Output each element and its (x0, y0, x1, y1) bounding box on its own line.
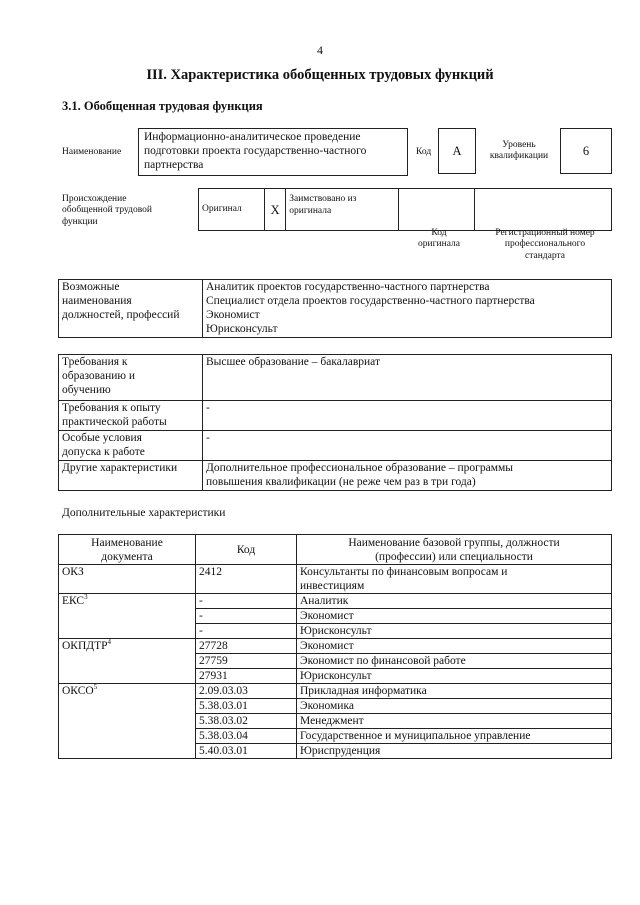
positions-label-line: Возможные (62, 281, 120, 293)
name-cell: Экономист (297, 639, 612, 654)
requirement-value-line: - (206, 432, 210, 444)
requirement-value (203, 401, 612, 431)
borrowed-label-line: оригинала (289, 206, 332, 216)
level-label-line: Уровень (502, 140, 536, 150)
origin-table (198, 188, 612, 231)
header-doc-line: Наименование (91, 536, 163, 549)
code-cell: 5.38.03.01 (196, 699, 297, 714)
requirement-label (59, 355, 203, 401)
header-name-line: (профессии) или специальности (375, 550, 533, 563)
code-cell: 5.38.03.02 (196, 714, 297, 729)
reg-caption-line: профессионального (504, 239, 586, 250)
requirement-label-line: обучению (62, 384, 111, 396)
doc-footnote: 5 (93, 683, 98, 692)
code-value: А (438, 128, 476, 174)
requirement-label (59, 461, 203, 491)
requirement-label-line: Требования к (62, 356, 128, 368)
doc-cell (59, 565, 196, 594)
name-cell: Экономика (297, 699, 612, 714)
positions-values (203, 280, 612, 338)
positions-label-line: должностей, профессий (62, 309, 180, 321)
requirement-label-line: практической работы (62, 416, 167, 428)
doc-name: ЕКС (62, 595, 85, 607)
requirement-value-line: повышения квалификации (не реже чем раз в три года) (206, 476, 476, 488)
name-cell: Юрисконсульт (297, 669, 612, 684)
name-cell: Юрисконсульт (297, 624, 612, 639)
level-label-line: квалификации (489, 151, 549, 162)
name-line: инвестициям (300, 580, 365, 592)
doc-footnote: 4 (107, 638, 112, 647)
doc-cell (59, 684, 196, 759)
origin-label-line: функции (62, 216, 98, 227)
code-cell: - (196, 594, 297, 609)
requirement-label (59, 431, 203, 461)
doc-name: ОКЗ (62, 566, 84, 578)
origin-label (62, 194, 152, 228)
position-item: Экономист (206, 309, 260, 321)
positions-label-line: наименования (62, 295, 132, 307)
additional-caption: Дополнительные характеристики (62, 507, 226, 519)
code-caption-line: Код (431, 228, 447, 238)
code-cell: - (196, 624, 297, 639)
requirement-value (203, 431, 612, 461)
doc-cell (59, 639, 196, 684)
requirement-value-line: Дополнительное профессиональное образование – программы (206, 462, 513, 474)
doc-name: ОКСО (62, 685, 94, 697)
name-cell: Государственное и муниципальное управление (297, 729, 612, 744)
code-cell: 27728 (196, 639, 297, 654)
code-cell: 5.38.03.04 (196, 729, 297, 744)
borrowed-label (286, 189, 399, 231)
requirements-table (58, 354, 612, 491)
header-name-line: Наименование базовой группы, должности (348, 536, 560, 549)
requirement-label-line: образованию и (62, 370, 135, 382)
reg-number-cell (474, 189, 611, 231)
code-cell: - (196, 609, 297, 624)
original-mark: X (264, 189, 285, 231)
additional-table (58, 534, 612, 759)
code-caption (404, 228, 474, 251)
level-value: 6 (560, 128, 612, 174)
name-cell: Юриспруденция (297, 744, 612, 759)
requirement-label-line: Особые условия (62, 432, 142, 444)
origin-label-line: Происхождение (62, 194, 127, 204)
code-cell: 27931 (196, 669, 297, 684)
function-name-line: партнерства (144, 159, 204, 171)
reg-caption-line: стандарта (525, 250, 565, 261)
position-item: Юрисконсульт (206, 323, 278, 335)
original-code-cell (398, 189, 474, 231)
code-cell: 5.40.03.01 (196, 744, 297, 759)
positions-label (59, 280, 203, 338)
reg-caption (478, 228, 612, 262)
doc-name: ОКПДТР (62, 640, 108, 652)
requirement-value (203, 355, 612, 401)
code-cell: 27759 (196, 654, 297, 669)
doc-footnote: 3 (84, 593, 88, 602)
position-item: Специалист отдела проектов государственно-частного партнерства (206, 295, 535, 307)
function-name-box (138, 128, 408, 176)
function-name-label: Наименование (62, 147, 122, 157)
name-cell: Менеджмент (297, 714, 612, 729)
name-cell: Аналитик (297, 594, 612, 609)
requirement-value (203, 461, 612, 491)
code-cell: 2.09.03.03 (196, 684, 297, 699)
page-number: 4 (317, 43, 323, 57)
name-cell: Прикладная информатика (297, 684, 612, 699)
name-cell: Экономист по финансовой работе (297, 654, 612, 669)
requirement-label-line: Требования к опыту (62, 402, 161, 414)
header-doc (59, 535, 196, 565)
requirement-value-line: Высшее образование – бакалавриат (206, 356, 380, 368)
code-caption-line: оригинала (418, 239, 460, 250)
function-name-line: подготовки проекта государственно-частного (144, 145, 367, 157)
name-line: Консультанты по финансовым вопросам и (300, 566, 508, 578)
function-name-line: Информационно-аналитическое проведение (144, 131, 361, 143)
subsection-title: 3.1. Обобщенная трудовая функция (62, 99, 263, 113)
positions-table (58, 279, 612, 338)
requirement-value-line: - (206, 402, 210, 414)
requirement-label (59, 401, 203, 431)
requirement-label-line: Другие характеристики (62, 462, 178, 474)
header-code: Код (196, 535, 297, 565)
origin-label-line: обобщенной трудовой (62, 205, 152, 216)
header-name (297, 535, 612, 565)
header-doc-line: документа (101, 550, 153, 563)
name-cell (297, 565, 612, 594)
borrowed-label-line: Заимствовано из (289, 194, 357, 204)
level-label (482, 140, 556, 163)
section-title: III. Характеристика обобщенных трудовых функций (146, 67, 494, 83)
position-item: Аналитик проектов государственно-частного партнерства (206, 281, 490, 293)
reg-caption-line: Регистрационный номер (495, 228, 595, 238)
code-label: Код (416, 147, 432, 157)
requirement-label-line: допуска к работе (62, 446, 145, 458)
doc-cell (59, 594, 196, 639)
code-cell: 2412 (196, 565, 297, 594)
original-label: Оригинал (199, 189, 265, 231)
name-cell: Экономист (297, 609, 612, 624)
